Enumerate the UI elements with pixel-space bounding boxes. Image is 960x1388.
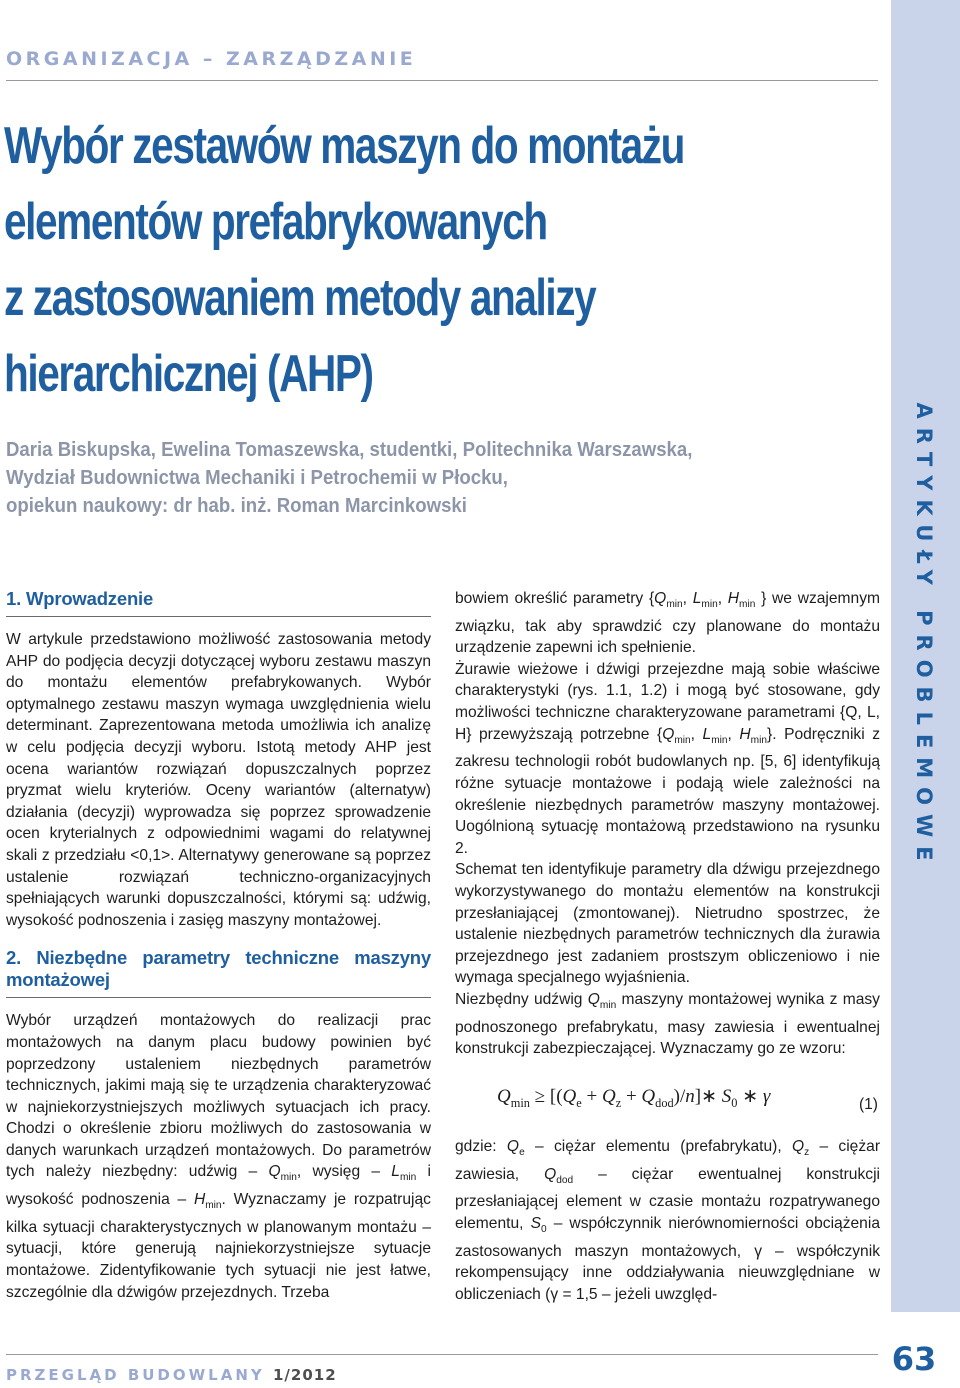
text-run: maszyny montażowej wynika z masy podnoszonego prefabrykatu, masy zawiesia i ewentualnej konstrukcji zabezpieczającej. Wyznaczamy go ze wzoru: [455,990,880,1058]
text-run: Żurawie wieżowe i dźwigi przejezdne mają sobie właściwe charakterystyki (rys. 1.1, 1.2) i mogą być stosowane, gdy możliwości techniczne charakteryzowane parametrami {Q, L, H} przewyższają potrzebne { [455,660,880,743]
subscript-dod: dod [556,1174,574,1186]
symbol-H: H [739,725,751,743]
right-column [455,588,880,1305]
title-line: hierarchicznej (AHP) [4,345,373,403]
separator: , [682,590,693,607]
subscript-e: e [519,1146,525,1158]
formula-term: S [721,1085,732,1107]
formula-operator: ≥ [534,1085,546,1107]
section-heading-parameters: 2. Niezbędne parametry techniczne maszyny montażowej [6,947,431,991]
subscript-zero: 0 [540,1223,547,1235]
formula-operator: ∗ [701,1085,718,1107]
symbol-Q: Q [506,1137,520,1155]
formula-term: Q [601,1085,616,1107]
subscript-min: min [205,1200,222,1212]
text-run: , wysięg – [296,1163,381,1181]
paragraph-capacity [455,989,880,1060]
symbol-L: L [391,1163,400,1181]
formula-subscript: min [510,1095,530,1110]
formula-subscript: z [615,1095,622,1110]
text-run: } we wzajemnym związku, tak aby sprawdzić czy planowane do montażu urządzenie zapewni ich spełnienie. [455,590,881,657]
text-run: gdzie: [455,1137,497,1155]
separator: , [727,725,740,743]
symbol-H: H [193,1191,206,1209]
symbol-Q: Q [587,990,600,1008]
formula-bracket: [( [549,1085,563,1107]
journal-footer [6,1366,337,1384]
formula-operator: ∗ [742,1085,759,1107]
title-line: elementów prefabrykowanych [4,193,547,251]
subscript-min: min [739,599,756,611]
formula-subscript: e [576,1095,582,1110]
side-label: ARTYKUŁY PROBLEMOWE [912,402,936,870]
section-divider [6,616,431,617]
formula-number: (1) [858,1095,878,1113]
subscript-z: z [804,1146,810,1158]
subscript-min: min [599,1000,617,1012]
symbol-S: S [530,1214,541,1232]
formula-term: γ [762,1085,771,1107]
formula-expression [497,1086,770,1114]
symbol-Q: Q [791,1137,805,1155]
paragraph-legend [455,1136,880,1305]
paragraph-intro: W artykule przedstawiono możliwość zastosowania metody AHP do podjęcia decyzji dotyczącej wyboru zestawu maszyn do montażu elementów prefabrykowanych. Wybór optymalnego zestawu maszyn wymaga uwzględnienia wielu determinant. Zaprezentowana metoda umożliwia ich analizę w celu podjęcia decyzji wyboru. Istotą metody AHP jest ocena wariantów rozwiązań dopuszczalnych poprzez pryzmat wielu kryteriów. Oceny wariantów (alternatyw) działania (decyzji) wyprowadza się poprzez sprowadzenie ocen kryterialnych z odpowiednimi wagami do relatywnej skali z przedziału <0,1>. Alternatywy generowane są poprzez ustalenie rozwiązań techniczno-organizacyjnych spełniających warunki dopuszczalności, którymi są: udźwig, wysokość podnoszenia i zasięg maszyny montażowej. [6,631,431,929]
text-run: Wybór urządzeń montażowych do realizacji prac montażowych na danym placu budowy powinien być poprzedzony ustaleniem niezbędnych parametrów technicznych, jakimi mają się te urządzenia charakteryzować w najniekorzystniejszych możliwych sytuacjach ich pracy. Chodzi o określenie zbioru możliwych do zastosowania w danych warunkach urządzeń montażowych. Do parametrów tych należy niezbędny: udźwig – [6,1012,431,1181]
formula-subscript: 0 [731,1095,738,1110]
authors-block [6,436,692,520]
text-run: }. Podręczniki z zakresu technologii robót budowlanych np. [5, 6] identyfikują różne sytuacje montażowe i podają wiele zależności na określenie niezbędnych parametrów maszyny montażowej. Uogólnioną sytuację montażową przedstawiono na rysunku 2. [455,725,880,857]
separator: , [717,590,728,607]
article-title [4,108,685,412]
subscript-min: min [701,599,718,611]
formula-bracket: ] [694,1085,702,1107]
subscript-min: min [666,599,683,611]
formula-term: Q [497,1085,511,1107]
formula-term: Q [641,1085,656,1107]
section-heading-intro: 1. Wprowadzenie [6,588,154,609]
formula-subscript: dod [655,1095,674,1110]
section-divider [6,997,431,998]
title-line: z zastosowaniem metody analizy [4,269,596,327]
formula-operator: / [679,1085,686,1107]
symbol-Q: Q [654,590,667,607]
subscript-min: min [399,1172,417,1184]
formula-capacity [455,1078,880,1128]
text-run: – ciężar elementu (prefabrykatu), [535,1137,782,1155]
top-divider [6,80,878,81]
formula-term: Q [562,1085,577,1107]
symbol-Q: Q [662,725,675,743]
paragraph-cranes [455,659,880,859]
symbol-L: L [692,590,702,607]
section-tag: ORGANIZACJA – ZARZĄDZANIE [6,48,417,70]
journal-issue: 1/2012 [273,1366,337,1384]
text-run: – ciężar ewentualnej konstrukcji przesłaniającej element w czasie montażu rozpatrywanego elementu, [455,1165,880,1232]
author-line: Daria Biskupska, Ewelina Tomaszewska, studentki, Politechnika Warszawska, [6,439,693,461]
paragraph-parameters [6,1010,431,1303]
paragraph-scheme: Schemat ten identyfikuje parametry dla dźwigu przejezdnego wykorzystywanego do montażu elementów na konstrukcji przesłaniającej (zmontowanej). Nietrudno spostrzec, że ustalenie niezbędnych parametrów technicznych dla żurawia przejezdnego jest zadaniem prostszym obliczeniowo i nie wymaga specjalnego wyjaśnienia. [455,861,880,987]
journal-name: PRZEGLĄD BUDOWLANY [6,1366,265,1384]
left-column [6,588,431,1303]
author-line: opiekun naukowy: dr hab. inż. Roman Marcinkowski [6,495,467,517]
page-number: 63 [891,1340,937,1378]
text-run: bowiem określić parametry { [455,590,655,607]
text-run: – współczynnik nierównomierności obciążenia zastosowanych maszyn montażowych, γ – współczynik rekompensujący inne oddziaływania nieuwzględniane w obliczeniach (γ = 1,5 – jeżeli uwzględ- [455,1214,880,1303]
paragraph-parameters-cont [455,588,880,659]
bottom-divider [6,1354,878,1355]
subscript-min: min [674,734,691,746]
formula-operator: + [625,1085,637,1107]
symbol-Q: Q [268,1163,281,1181]
subscript-min: min [750,734,767,746]
symbol-L: L [702,725,712,743]
text-run: . Wyznaczamy je rozpatrując kilka sytuacji charakterystycznych w planowanym montażu – sytuacji, które generują najniekorzystniejsze sytuacje montażowe. Zidentyfikowanie tych sytuacji nie jest łatwe, szczególnie dla dźwigów przejezdnych. Trzeba [6,1191,431,1301]
text-run: Niezbędny udźwig [455,990,583,1008]
separator: , [690,725,703,743]
title-line: Wybór zestawów maszyn do montażu [4,117,685,175]
author-line: Wydział Budownictwa Mechaniki i Petrochemii w Płocku, [6,467,508,489]
subscript-min: min [280,1172,297,1184]
formula-operator: + [586,1085,598,1107]
subscript-min: min [711,734,728,746]
symbol-H: H [727,590,740,607]
text-run: i wysokość podnoszenia – [6,1163,431,1209]
symbol-Q: Q [544,1165,557,1183]
text-run: – ciężar zawiesia, [455,1137,881,1183]
formula-bracket: ) [673,1085,680,1107]
formula-term: n [685,1085,695,1107]
